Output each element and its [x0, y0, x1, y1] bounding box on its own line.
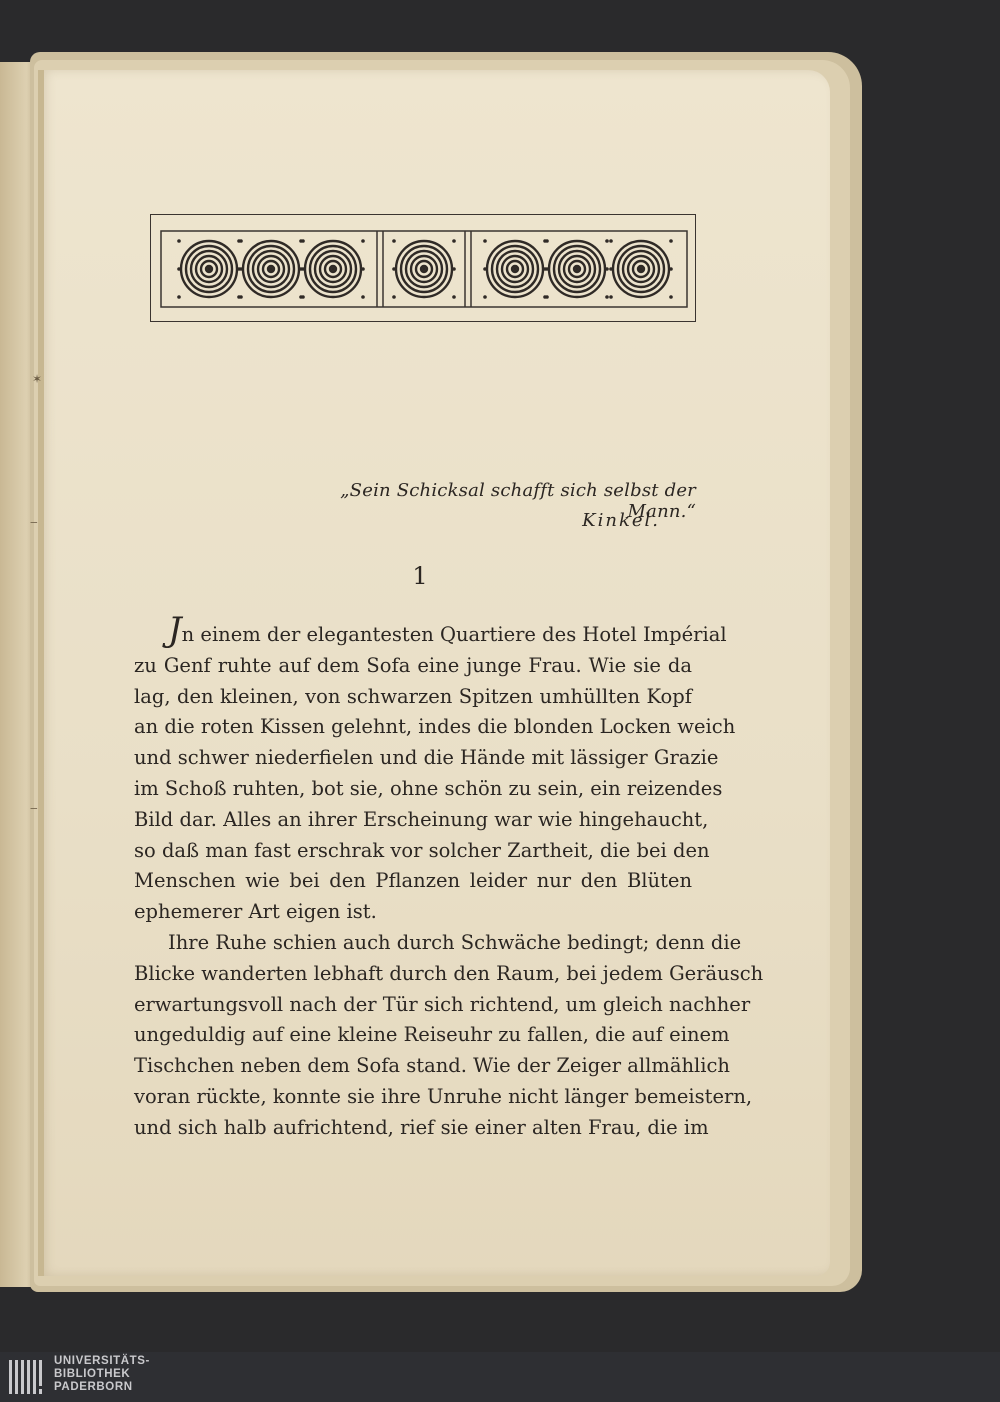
motto-quote: „Sein Schicksal schafft sich selbst der Mann.“: [340, 480, 696, 522]
text-line: Bild dar. Alles an ihrer Erscheinung war wie hingehaucht,: [134, 807, 709, 831]
drop-cap: J: [168, 610, 182, 650]
ornament-ring-center: [639, 267, 643, 271]
ornament-dot: [483, 295, 487, 299]
ornament-dot: [669, 239, 673, 243]
ornament-ring-center: [207, 267, 211, 271]
text-line: lag, den kleinen, von schwarzen Spitzen umhüllten Kopf: [134, 684, 692, 708]
ornament-ring-center: [575, 267, 579, 271]
ornament-dot: [605, 239, 609, 243]
university-library-logo-icon: [8, 1356, 48, 1398]
ornament-dot: [609, 239, 613, 243]
footer-bar: [0, 1352, 1000, 1402]
decorative-header-ornament: [150, 214, 696, 322]
text-line: an die roten Kissen gelehnt, indes die blonden Locken weich: [134, 715, 736, 739]
motto-author: Kinkel.: [582, 510, 660, 531]
ornament-dot: [483, 267, 487, 271]
ornament-dot: [301, 239, 305, 243]
ornament-dot: [239, 295, 243, 299]
ornament-dot: [177, 295, 181, 299]
library-name: [54, 1355, 150, 1394]
ornament-dot: [545, 295, 549, 299]
ornament-dot: [177, 239, 181, 243]
library-name-line: BIBLIOTHEK: [54, 1368, 131, 1380]
book-spine: [38, 70, 44, 1276]
text-line: Menschen wie bei den Pflanzen leider nur den Blüten: [134, 869, 692, 893]
binding-thread-mark: ‒: [30, 801, 38, 815]
ornament-dot: [452, 267, 456, 271]
ornament-dot: [239, 267, 243, 271]
library-name-line: PADERBORN: [54, 1381, 133, 1393]
ornament-dot: [483, 239, 487, 243]
binding-thread-mark: ✶: [32, 372, 43, 386]
text-line: und schwer niederfielen und die Hände mit lässiger Grazie: [134, 746, 719, 770]
text-line: Ihre Ruhe schien auch durch Schwäche bedingt; denn die: [168, 930, 742, 954]
ornament-dot: [392, 239, 396, 243]
text-line: so daß man fast erschrak vor solcher Zartheit, die bei den: [134, 838, 710, 862]
text-line: ephemerer Art eigen ist.: [134, 900, 377, 924]
ornament-ring-center: [269, 267, 273, 271]
text-line: im Schoß ruhten, bot sie, ohne schön zu sein, ein reizendes: [134, 776, 723, 800]
text-line: zu Genf ruhte auf dem Sofa eine junge Frau. Wie sie da: [134, 653, 692, 677]
binding-thread-mark: ‒: [30, 515, 38, 529]
ornament-rings: [177, 239, 673, 299]
ornament-dot: [361, 295, 365, 299]
ornament-graphic: [151, 215, 697, 323]
text-line: erwartungsvoll nach der Tür sich richtend, um gleich nachher: [134, 992, 751, 1016]
ornament-dot: [609, 267, 613, 271]
ornament-dot: [239, 239, 243, 243]
text-line: ungeduldig auf eine kleine Reiseuhr zu fallen, die auf einem: [134, 1023, 730, 1047]
ornament-dot: [392, 295, 396, 299]
ornament-dot: [452, 295, 456, 299]
ornament-dot: [177, 267, 181, 271]
chapter-number: 1: [412, 562, 428, 590]
ornament-dot: [669, 267, 673, 271]
ornament-dot: [605, 295, 609, 299]
ornament-dot: [301, 267, 305, 271]
ornament-ring-center: [513, 267, 517, 271]
ornament-dot: [392, 267, 396, 271]
ornament-dot: [361, 239, 365, 243]
ornament-ring-center: [422, 267, 426, 271]
ornament-ring-center: [331, 267, 335, 271]
library-name-line: UNIVERSITÄTS-: [54, 1355, 150, 1367]
ornament-dot: [361, 267, 365, 271]
text-line: und sich halb aufrichtend, rief sie einer alten Frau, die im: [134, 1115, 709, 1139]
text-line-content: n einem der elegantesten Quartiere des Hotel Impérial: [181, 623, 727, 646]
ornament-dot: [609, 295, 613, 299]
ornament-dot: [545, 267, 549, 271]
ornament-dot: [605, 267, 609, 271]
text-line: Blicke wanderten lebhaft durch den Raum, bei jedem Geräusch: [134, 961, 764, 985]
ornament-dot: [301, 295, 305, 299]
text-line: [134, 610, 727, 651]
ornament-dot: [545, 239, 549, 243]
text-line: Tischchen neben dem Sofa stand. Wie der Zeiger allmählich: [134, 1054, 730, 1078]
text-line: voran rückte, konnte sie ihre Unruhe nicht länger bemeistern,: [134, 1084, 753, 1108]
ornament-dot: [452, 239, 456, 243]
ornament-dot: [669, 295, 673, 299]
body-text: [134, 610, 764, 1144]
